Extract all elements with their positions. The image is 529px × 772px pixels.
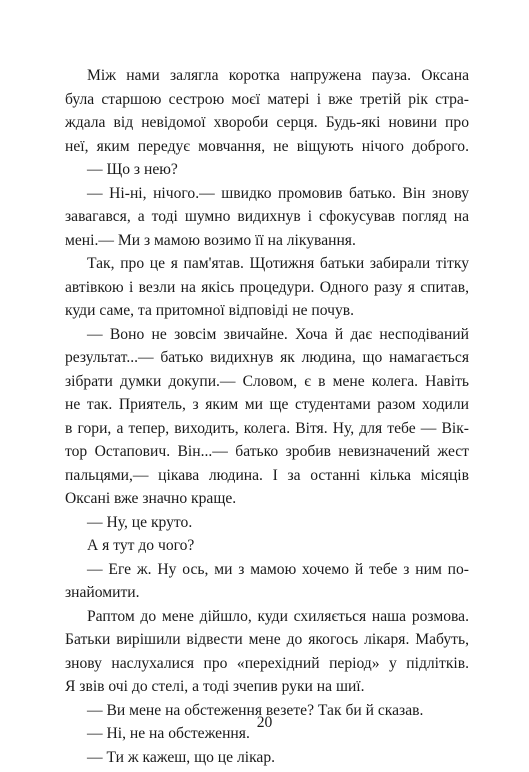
body-text — [65, 64, 469, 769]
text-line: ждала від невідомої хвороби серця. Будь-які новини про — [65, 114, 469, 131]
text-line: — Що з нею? — [87, 161, 178, 178]
text-line: завагався, а тоді шумно видихнув і сфокусував погляд на — [65, 208, 469, 225]
text-line: — Еге ж. Ну ось, ми з мамою хочемо й тебе з ним по- — [87, 560, 469, 578]
text-line: знайомити. — [65, 584, 140, 601]
text-line: не так. Приятель, з яким ми ще студентами разом ходили — [65, 396, 469, 413]
text-line: куди саме, та притомної відповіді не почув. — [65, 302, 355, 319]
text-line: — Ти ж кажеш, що це лікар. — [87, 748, 276, 766]
text-line: Оксані вже значно краще. — [65, 490, 237, 507]
text-line: тор Остапович. Він...— батько зробив невизначений жест — [65, 443, 469, 460]
text-line: мені.— Ми з мамою возимо її на лікування. — [65, 231, 356, 249]
text-line: зібрати думки докупи.— Словом, є в мене колега. Навіть — [65, 372, 469, 390]
text-line: Між нами залягла коротка напружена пауза. Оксана — [87, 67, 469, 84]
text-line: — Ні-ні, нічого.— швидко промовив батько. Він знову — [87, 184, 469, 202]
text-line: автівкою і везли на якісь процедури. Одного разу я спитав, — [65, 278, 469, 296]
text-line: результат...— батько видихнув як людина, що намагається — [65, 349, 469, 366]
text-line: неї, яким передує мовчання, не віщують нічого доброго. — [65, 137, 469, 155]
text-line: пальцями,— цікава людина. І за останні кілька місяців — [65, 466, 469, 484]
text-line: — Ну, це круто. — [87, 513, 193, 531]
text-line: Я звів очі до стелі, а тоді зчепив руки на шиї. — [65, 678, 365, 695]
text-line: А я тут до чого? — [87, 537, 195, 554]
page-number: 20 — [256, 714, 273, 731]
text-line: була старшою сестрою моєї матері і вже третій рік стра- — [65, 90, 469, 108]
text-line: — Ні, не на обстеження. — [87, 725, 250, 742]
text-line: в гори, а тепер, виходить, колега. Вітя. Ну, для тебе — Вік- — [65, 419, 469, 437]
text-line: Батьки вирішили відвести мене до якогось лікаря. Мабуть, — [65, 631, 469, 648]
text-line: — Воно не зовсім звичайне. Хоча й дає несподіваний — [87, 325, 469, 343]
text-line: Раптом до мене дійшло, куди схиляється наша розмова. — [87, 607, 469, 625]
text-line: — Ви мене на обстеження везете? Так би й сказав. — [87, 701, 424, 719]
text-line: знову наслухалися про «перехідний період» у підлітків. — [65, 654, 469, 672]
text-line: Так, про це я пам'ятав. Щотижня батьки забирали тітку — [87, 255, 469, 272]
